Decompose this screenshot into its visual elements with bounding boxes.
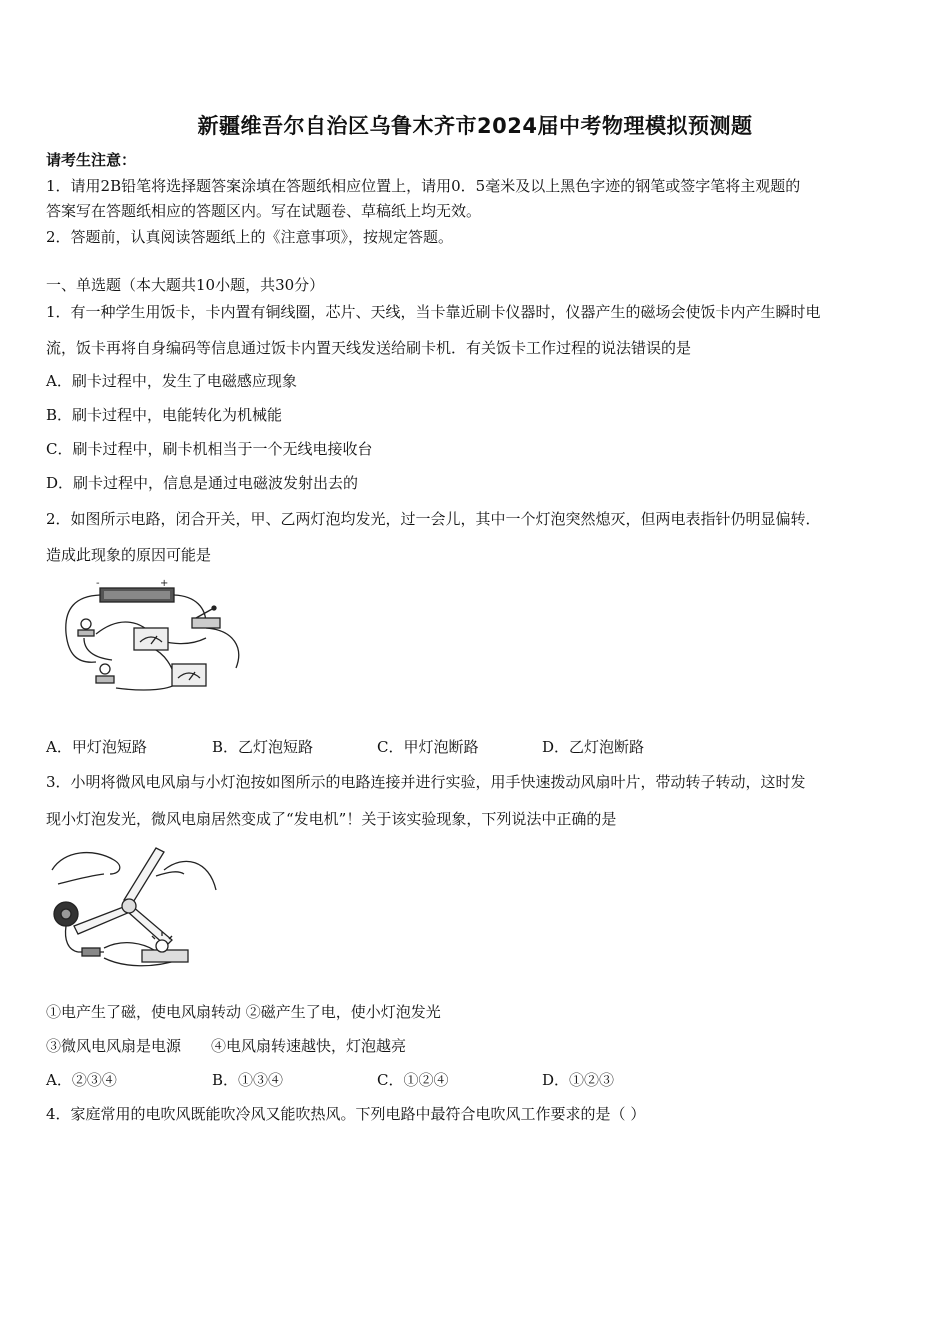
q3-option-d: D．①②③ [542,1071,615,1089]
q2-option-a: A．甲灯泡短路 [46,738,147,756]
notice-line-2: 2．答题前，认真阅读答题纸上的《注意事项》，按规定答题。 [46,228,454,246]
left-hand-icon [52,853,120,874]
right-hand-icon [164,861,216,890]
section-heading: 一、单选题（本大题共10小题，共30分） [46,276,325,294]
notice-line-1: 1．请用2B铅笔将选择题答案涂填在答题纸相应位置上，请用0．5毫米及以上黑色字迹的钢笔或签字笔将主观题的 [46,177,801,195]
switch-icon [192,618,220,628]
q3-option-c: C．①②④ [377,1071,449,1089]
q1-option-a: A．刷卡过程中，发生了电磁感应现象 [46,372,297,390]
q3-statement-2: ③微风电风扇是电源 ④电风扇转速越快，灯泡越亮 [46,1037,407,1055]
q2-stem-line-1: 2．如图所示电路，闭合开关，甲、乙两灯泡均发光，过一会儿，其中一个灯泡突然熄灭，但两电表指针仍明显偏转． [46,510,821,528]
q2-option-c: C．甲灯泡断路 [377,738,479,756]
notice-line-1b: 答案写在答题纸相应的答题区内。写在试题卷、草稿纸上均无效。 [46,202,482,220]
q2-option-b: B．乙灯泡短路 [212,738,314,756]
bulb-yi-icon [96,676,114,683]
q3-options-row [46,1070,746,1090]
page-title: 新疆维吾尔自治区乌鲁木齐市2024届中考物理模拟预测题 [197,114,753,138]
q3-statement-1: ①电产生了磁，使电风扇转动 ②磁产生了电，使小灯泡发光 [46,1003,441,1021]
bulb-jia-icon [78,630,94,636]
q1-option-d: D．刷卡过程中，信息是通过电磁波发射出去的 [46,474,359,492]
q3-stem-line-2: 现小灯泡发光，微风电扇居然变成了“发电机”！关于该实验现象，下列说法中正确的是 [46,810,617,828]
q1-stem-line-1: 1．有一种学生用饭卡，卡内置有铜线圈，芯片、天线，当卡靠近刷卡仪器时，仪器产生的磁场会使饭卡内产生瞬时电 [46,303,821,321]
q1-option-c: C．刷卡过程中，刷卡机相当于一个无线电接收台 [46,440,373,458]
ammeter-icon [134,628,168,650]
battery-minus-label: - [96,578,100,589]
q3-option-a: A．②③④ [46,1071,117,1089]
q3-fan-generator-figure [44,840,224,980]
small-bulb-icon [156,940,168,952]
voltmeter-icon [172,664,206,686]
q2-options-row [46,737,746,757]
q3-option-b: B．①③④ [212,1071,284,1089]
q2-stem-line-2: 造成此现象的原因可能是 [46,546,212,564]
q1-option-b: B．刷卡过程中，电能转化为机械能 [46,406,283,424]
q4-stem: 4．家庭常用的电吹风既能吹冷风又能吹热风。下列电路中最符合电吹风工作要求的是（ ） [46,1105,646,1123]
q2-option-d: D．乙灯泡断路 [542,738,645,756]
fan-hub-icon [122,899,136,913]
battery-plus-label: + [160,578,169,589]
q2-circuit-figure [56,578,252,698]
q1-stem-line-2: 流，饭卡再将自身编码等信息通过饭卡内置天线发送给刷卡机．有关饭卡工作过程的说法错误的是 [46,339,692,357]
q3-stem-line-1: 3．小明将微风电风扇与小灯泡按如图所示的电路连接并进行实验，用手快速拨动风扇叶片，带动转子转动，这时发 [46,773,806,791]
notice-heading: 请考生注意： [46,151,137,169]
